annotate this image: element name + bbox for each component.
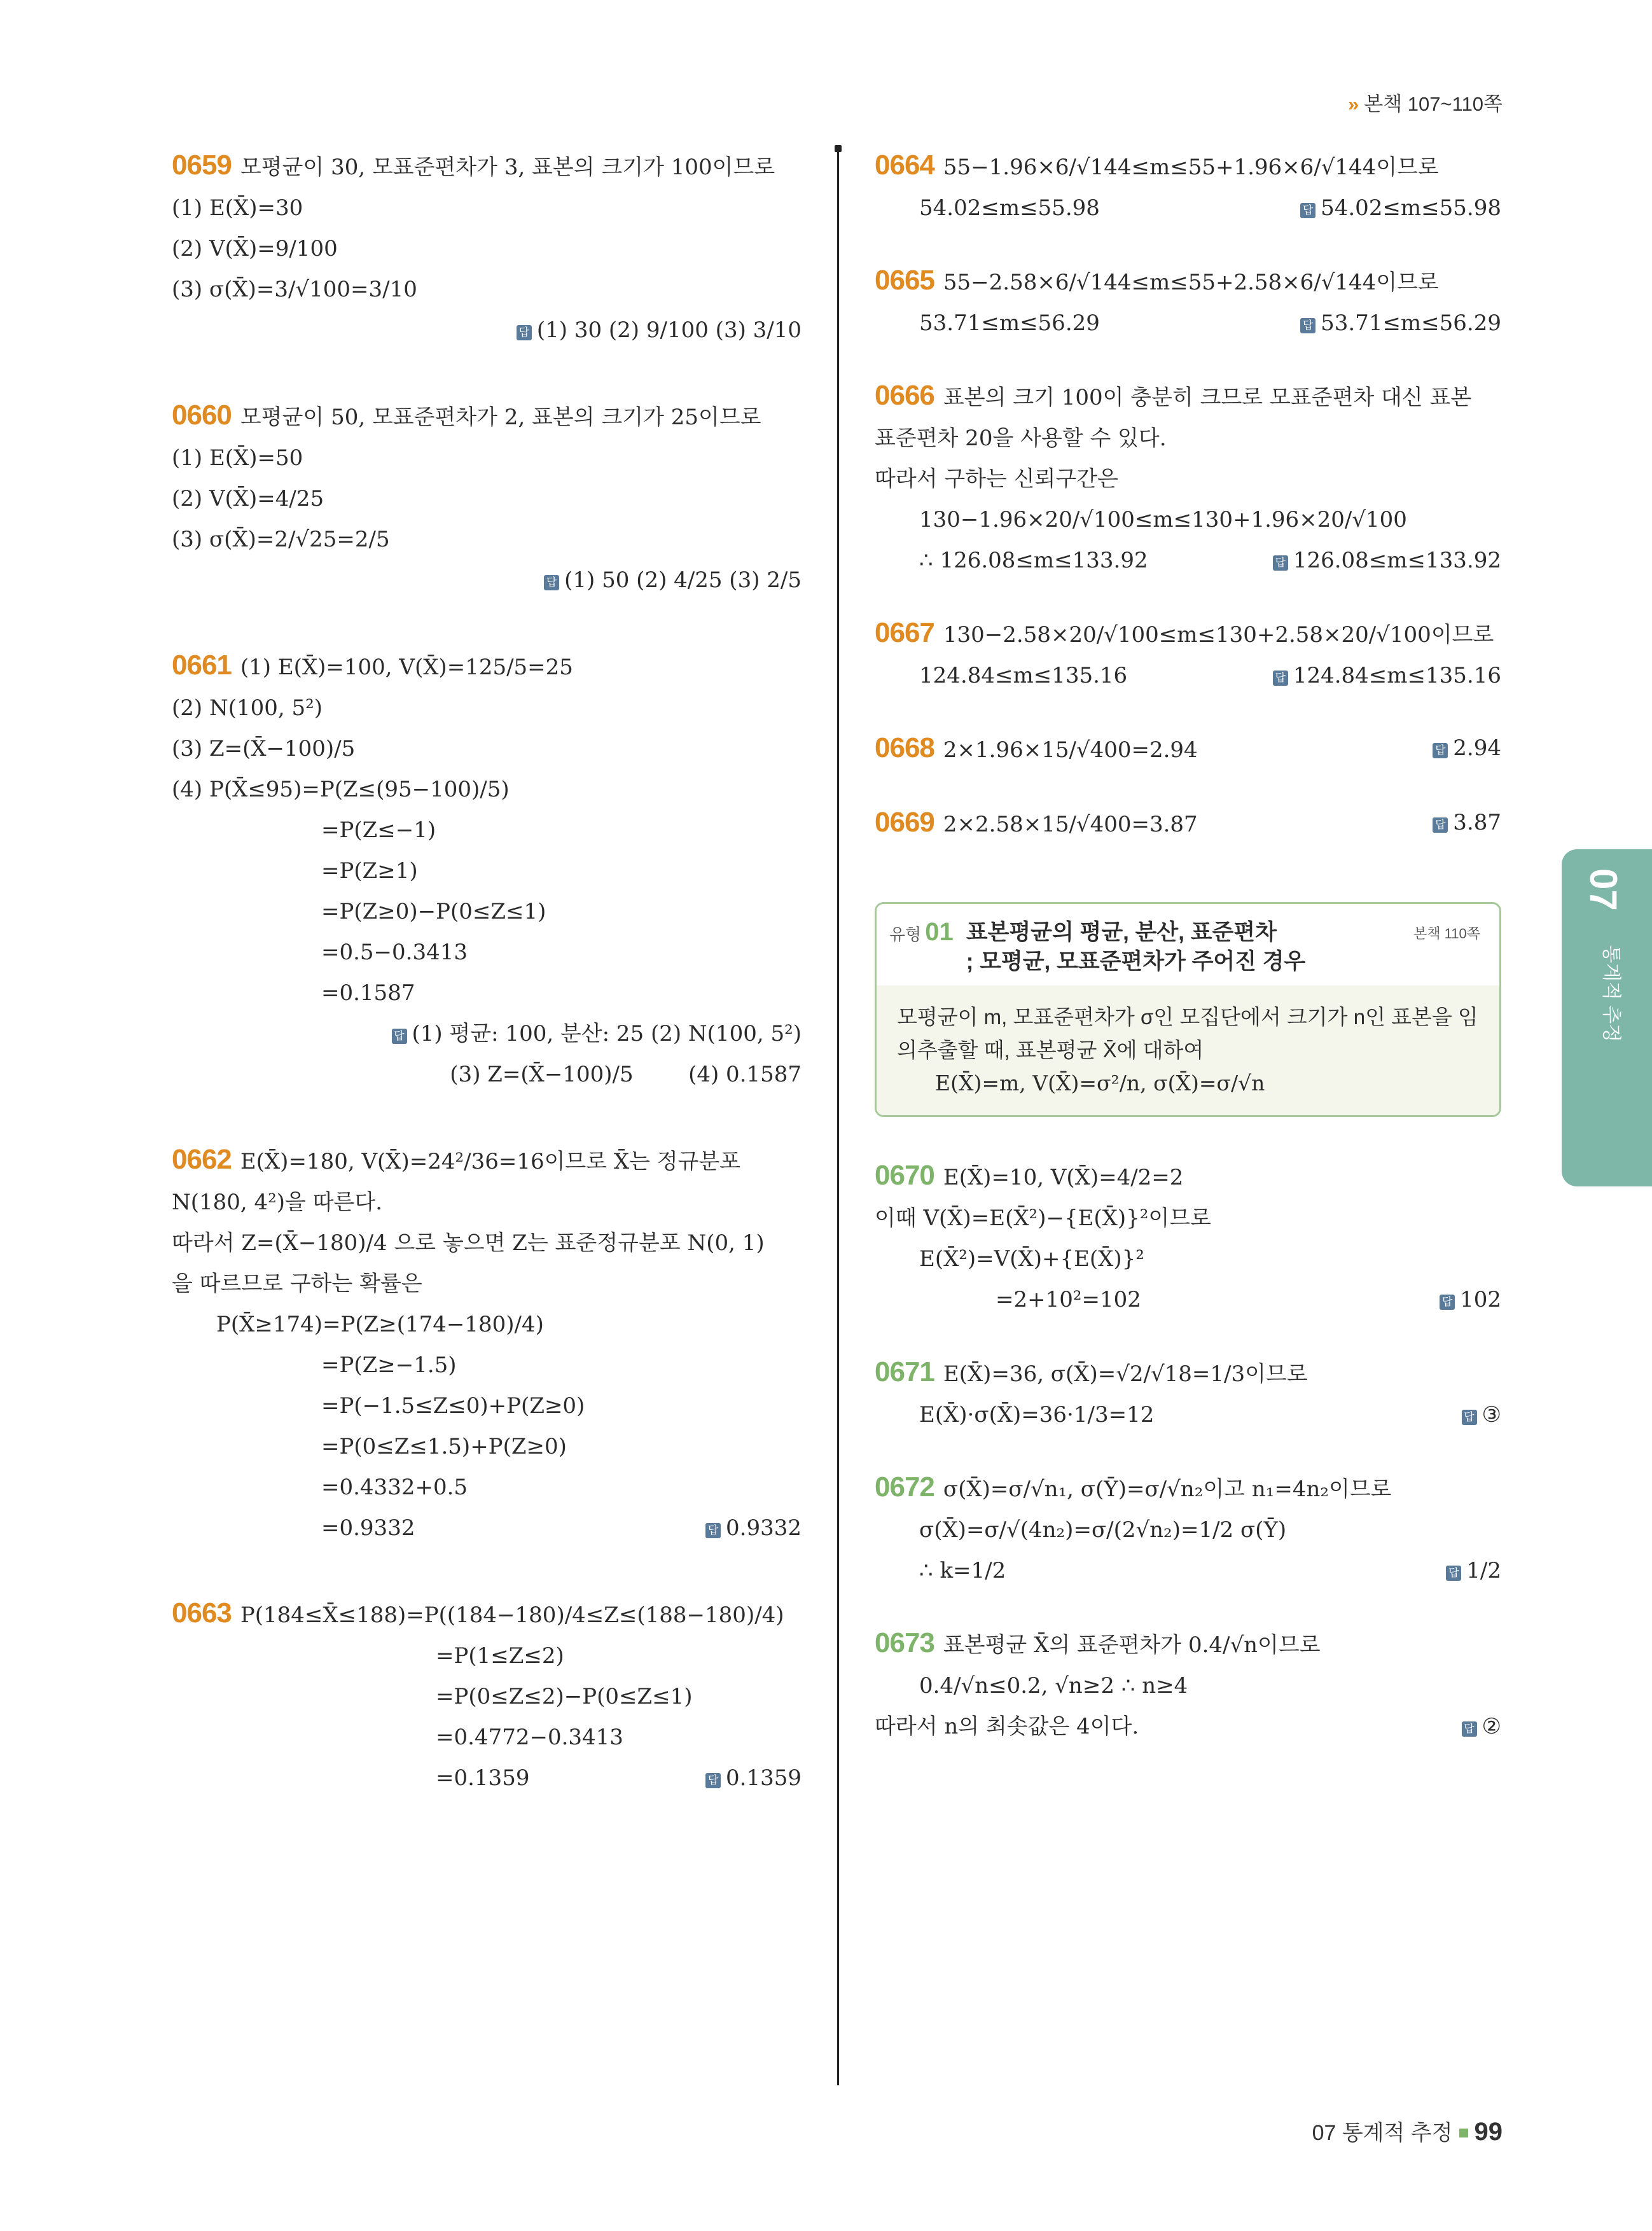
problem-0670: 0670 E(X̄)=10, V(X̄)=4/2=2 이때 V(X̄)=E(X̄²)−{E(X̄)}²이므로 E(X̄²)=V(X̄)+{E(X̄)}² =2+10²=102 답 102 (875, 1160, 1501, 1312)
double-chevron-icon: » (1348, 93, 1359, 115)
answer-icon: 답 (1440, 1295, 1455, 1310)
answer-icon: 답 (1273, 555, 1288, 571)
chapter-side-tab[interactable]: 07 통계적 추정 (1562, 849, 1652, 1186)
left-column (172, 145, 802, 1843)
problem-0663: 0663 P(184≤X̄≤188)=P((184−180)/4≤Z≤(188−180)/4) =P(1≤Z≤2) =P(0≤Z≤2)−P(0≤Z≤1) =0.4772−0.3413 =0.1359 답 0.1359 (172, 1597, 802, 1791)
answer-icon: 답 (1462, 1721, 1477, 1737)
problem-0666: 0666 표본의 크기 100이 충분히 크므로 모표준편차 대신 표본 표준편차 20을 사용할 수 있다. 따라서 구하는 신뢰구간은 130−1.96×20/√100≤m≤130+1.96×20/√100 ∴ 126.08≤m≤133.92 답 126.08≤m≤133.92 (875, 380, 1501, 573)
column-divider (837, 145, 839, 2085)
problem-0664: 0664 55−1.96×6/√144≤m≤55+1.96×6/√144이므로 54.02≤m≤55.98 답 54.02≤m≤55.98 (875, 149, 1501, 221)
right-column (875, 145, 1501, 1747)
page-footer: 07 통계적 추정 99 (1312, 2118, 1503, 2146)
answer-icon: 답 (1433, 743, 1448, 758)
answer-icon: 답 (705, 1773, 721, 1788)
problem-0673: 0673 표본평균 X̄의 표준편차가 0.4/√n이므로 0.4/√n≤0.2, √n≥2 ∴ n≥4 따라서 n의 최솟값은 4이다. 답 ② (875, 1627, 1501, 1739)
type-ref: 본책 110쪽 (1413, 926, 1480, 942)
type-title: 표본평균의 평균, 분산, 표준편차 ; 모평균, 모표준편차가 주어진 경우 (966, 920, 1306, 974)
problem-0662: 0662 E(X̄)=180, V(X̄)=24²/36=16이므로 X̄는 정규분포 N(180, 4²)을 따른다. 따라서 Z=(X̄−180)/4 으로 놓으면 Z는 표준정규분포 N(0, 1) 을 따르므로 구하는 확률은 P(X̄≥174)=P(Z≥(174−180)/4) =P(Z≥−1.5) =P(−1.5≤Z≤0)+P(Z≥0) =P(0≤Z≤1.5)+P(Z≥0) =0.4332+0.5 =0.9332 답 0.9332 (172, 1144, 802, 1541)
answer-icon: 답 (1446, 1566, 1461, 1581)
type-tag: 유형 01 (889, 918, 954, 946)
problem-0661: 0661 (1) E(X̄)=100, V(X̄)=125/5=25 (2) N(100, 5²) (3) Z=(X̄−100)/5 (4) P(X̄≤95)=P(Z≤(95−100)/5) =P(Z≤−1) =P(Z≥1) =P(Z≥0)−P(0≤Z≤1) =0.5−0.3413 =0.1587 답 (1) 평균: 100, 분산: 25 (2) N(100, 5²) (3) Z=(X̄−100)/5 (4) 0.1587 (172, 650, 802, 1087)
problem-0660: 0660 모평균이 50, 모표준편차가 2, 표본의 크기가 25이므로 (1) E(X̄)=50 (2) V(X̄)=4/25 (3) σ(X̄)=2/√25=2/5 답 (1) 50 (2) 4/25 (3) 2/5 (172, 400, 802, 593)
footer-square-icon (1459, 2129, 1468, 2137)
problem-0668: 0668 2×1.96×15/√400=2.94 답 2.94 (875, 732, 1501, 763)
answer-icon: 답 (1300, 203, 1315, 218)
problem-0667: 0667 130−2.58×20/√100≤m≤130+2.58×20/√100이므로 124.84≤m≤135.16 답 124.84≤m≤135.16 (875, 617, 1501, 688)
problem-0665: 0665 55−2.58×6/√144≤m≤55+2.58×6/√144이므로 53.71≤m≤56.29 답 53.71≤m≤56.29 (875, 265, 1501, 336)
page-header: » 본책 107~110쪽 (1348, 93, 1503, 115)
answer-icon: 답 (392, 1029, 407, 1044)
type-box (875, 902, 1501, 1117)
problem-0659: 0659 모평균이 30, 모표준편차가 3, 표본의 크기가 100이므로 (1) E(X̄)=30 (2) V(X̄)=9/100 (3) σ(X̄)=3/√100=3/10 답 (1) 30 (2) 9/100 (3) 3/10 (172, 149, 802, 343)
answer-icon: 답 (705, 1523, 721, 1538)
answer-icon: 답 (544, 575, 559, 590)
answer-icon: 답 (1273, 671, 1288, 686)
problem-0669: 0669 2×2.58×15/√400=3.87 답 3.87 (875, 807, 1501, 838)
answer-icon: 답 (517, 325, 532, 340)
problem-0671: 0671 E(X̄)=36, σ(X̄)=√2/√18=1/3이므로 E(X̄)·σ(X̄)=36·1/3=12 답 ③ (875, 1356, 1501, 1428)
problem-0672: 0672 σ(X̄)=σ/√n₁, σ(Ȳ)=σ/√n₂이고 n₁=4n₂이므로 σ(X̄)=σ/√(4n₂)=σ/(2√n₂)=1/2 σ(Ȳ) ∴ k=1/2 답 1/2 (875, 1471, 1501, 1583)
divider-dot (835, 145, 842, 152)
answer-icon: 답 (1433, 817, 1448, 833)
type-body: 모평균이 m, 모표준편차가 σ인 모집단에서 크기가 n인 표본을 임 의추출할 때, 표본평균 X̄에 대하여 E(X̄)=m, V(X̄)=σ²/n, σ(X̄)=σ/√n (877, 985, 1499, 1115)
answer-icon: 답 (1300, 318, 1315, 333)
answer-icon: 답 (1462, 1410, 1477, 1425)
